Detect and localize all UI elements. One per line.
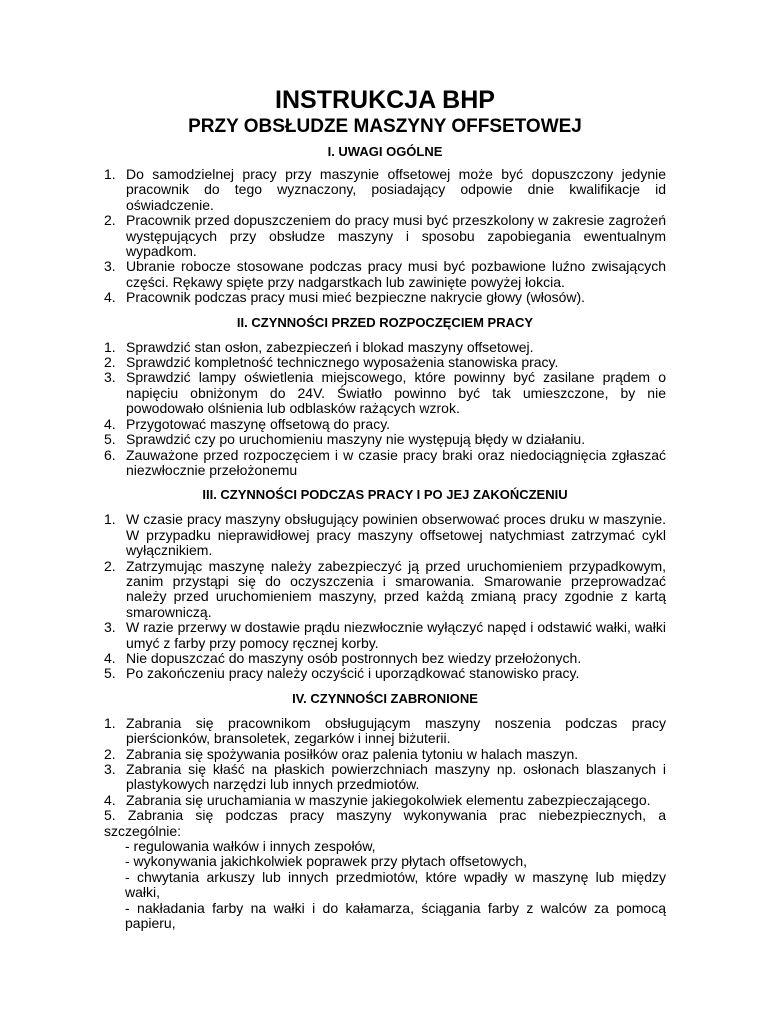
item-text: W razie przerwy w dostawie prądu niezwłocznie wyłączyć napęd i odstawić wałki, wałki umyć z farby przy pomocy ręcznej korby.: [126, 619, 666, 651]
item-text: Zabrania się spożywania posiłków oraz palenia tytoniu w halach maszyn.: [126, 745, 579, 762]
section-list: [104, 167, 666, 306]
list-item: [104, 448, 666, 479]
section-list: [104, 512, 666, 681]
list-item: [104, 762, 666, 793]
item-number: 1.: [104, 166, 116, 182]
item-text: Przygotować maszynę offsetową do pracy.: [126, 415, 391, 432]
list-item: [104, 651, 666, 666]
item-number: 2.: [104, 745, 116, 762]
list-item: [104, 370, 666, 416]
list-item: [104, 747, 666, 762]
list-item: [104, 666, 666, 681]
sub-item: - wykonywania jakichkolwiek poprawek przy płytach offsetowych,: [125, 853, 528, 870]
list-item: [104, 417, 666, 432]
item-text: Do samodzielnej pracy przy maszynie offsetowej może być dopuszczony jedynie pracownik do tego wyznaczony, posiadający odpowie dnie kwalifikacje id oświadczenie.: [126, 166, 666, 213]
item-number: 6.: [104, 446, 116, 463]
item-number: 2.: [104, 557, 116, 574]
list-item: [104, 290, 666, 305]
item-number: 2.: [104, 212, 116, 229]
item-text: Sprawdzić kompletność technicznego wyposażenia stanowiska pracy.: [126, 354, 559, 371]
item-number: 5.: [104, 431, 116, 448]
item-number: 5.: [104, 665, 116, 682]
section-heading: I. UWAGI OGÓLNE: [327, 144, 443, 159]
item-number: 4.: [104, 791, 116, 808]
item-number: 4.: [104, 649, 116, 666]
item-number: 3.: [104, 369, 116, 386]
item-text: Ubranie robocze stosowane podczas pracy musi być pozbawione luźno zwisających części. Rękawy spięte przy nadgarstkach lub zawinięte powyżej łokcia.: [126, 258, 666, 290]
list-item: [104, 512, 666, 558]
item-text: Zabrania się pracownikom obsługującym maszyny noszenia podczas pracy pierścionków, bransoletek, zegarków i innej biżuterii.: [126, 714, 666, 747]
sub-item: - nakładania farby na wałki i do kałamarza, ściągania farby z walców za pomocą papieru,: [125, 899, 666, 932]
list-item: [104, 716, 666, 747]
list-item: [104, 340, 666, 355]
section-heading: III. CZYNNOŚCI PODCZAS PRACY I PO JEJ ZAKOŃCZENIU: [202, 487, 568, 503]
section-heading: IV. CZYNNOŚCI ZABRONIONE: [292, 690, 478, 706]
item-number: 4.: [104, 289, 116, 306]
list-item: [104, 213, 666, 259]
item-number: 1.: [104, 714, 116, 731]
item-text: Zabrania się kłaść na płaskich powierzchniach maszyny np. osłonach blaszanych i plastykowych narzędzi lub innych przedmiotów.: [126, 761, 666, 793]
item-text: Zauważone przed rozpoczęciem i w czasie pracy braki oraz niedociągnięcia zgłaszać niezwłocznie przełożonemu: [126, 446, 666, 478]
item-text: Pracownik przed dopuszczeniem do pracy musi być przeszkolony w zakresie zagrożeń występujących przy obsłudze maszyny i sposobu zapobiegania ewentualnym wypadkom.: [126, 212, 666, 260]
item-number: 2.: [104, 354, 116, 371]
list-item: [104, 620, 666, 651]
list-item: [104, 355, 666, 370]
item-number: 3.: [104, 258, 116, 275]
item-text: Zatrzymując maszynę należy zabezpieczyć ją przed uruchomieniem przypadkowym, zanim przystąpi się do oczyszczenia i smarowania. Smarowanie przeprowadzać należy przed uruchomieniem maszyny, przed każdą zmianą pracy zgodnie z kartą smarowniczą.: [126, 557, 666, 620]
item-text: Po zakończeniu pracy należy oczyścić i uporządkować stanowisko pracy.: [126, 665, 580, 682]
item-number: 3.: [104, 761, 116, 777]
list-item: [104, 793, 666, 808]
document-subtitle: PRZY OBSŁUDZE MASZYNY OFFSETOWEJ: [188, 116, 582, 137]
item-number: 1.: [104, 511, 116, 528]
list-item: [104, 432, 666, 447]
item-text: Nie dopuszczać do maszyny osób postronnych bez wiedzy przełożonych.: [126, 649, 582, 666]
item-number: 1.: [104, 338, 116, 355]
item-text: Sprawdzić lampy oświetlenia miejscowego, które powinny być zasilane prądem o napięciu obniżonym do 24V. Światło powinno być tak umieszczone, by nie powodowało olśnienia lub odblasków rażących wzrok.: [126, 369, 666, 417]
sub-item: - regulowania wałków i innych zespołów,: [125, 838, 376, 855]
item-5-text: 5. Zabrania się podczas pracy maszyny wykonywania prac niebezpiecznych, a szczególnie:: [104, 807, 666, 839]
document-content: [104, 86, 666, 931]
item-text: Pracownik podczas pracy musi mieć bezpieczne nakrycie głowy (włosów).: [126, 289, 586, 306]
document-title: INSTRUKCJA BHP: [275, 86, 495, 114]
item-text: Sprawdzić czy po uruchomieniu maszyny nie występują błędy w działaniu.: [126, 431, 586, 448]
list-item: [104, 559, 666, 621]
item-number: 3.: [104, 619, 116, 636]
list-item: [104, 259, 666, 290]
item-text: Zabrania się uruchamiania w maszynie jakiegokolwiek elementu zabezpieczającego.: [126, 791, 651, 808]
item-number: 4.: [104, 415, 116, 432]
section-list: [104, 340, 666, 479]
section-heading: II. CZYNNOŚCI PRZED ROZPOCZĘCIEM PRACY: [236, 314, 534, 330]
list-item: [104, 167, 666, 213]
item-text: W czasie pracy maszyny obsługujący powinien obserwować proces druku w maszynie. W przypadku nieprawidłowej pracy maszyny offsetowej natychmiast zatrzymać cykl wyłącznikiem.: [126, 511, 666, 559]
sub-item: - chwytania arkuszy lub innych przedmiotów, które wpadły w maszynę lub między wałki,: [125, 868, 666, 901]
item-text: Sprawdzić stan osłon, zabezpieczeń i blokad maszyny offsetowej.: [126, 338, 534, 355]
section-list: [104, 716, 666, 808]
